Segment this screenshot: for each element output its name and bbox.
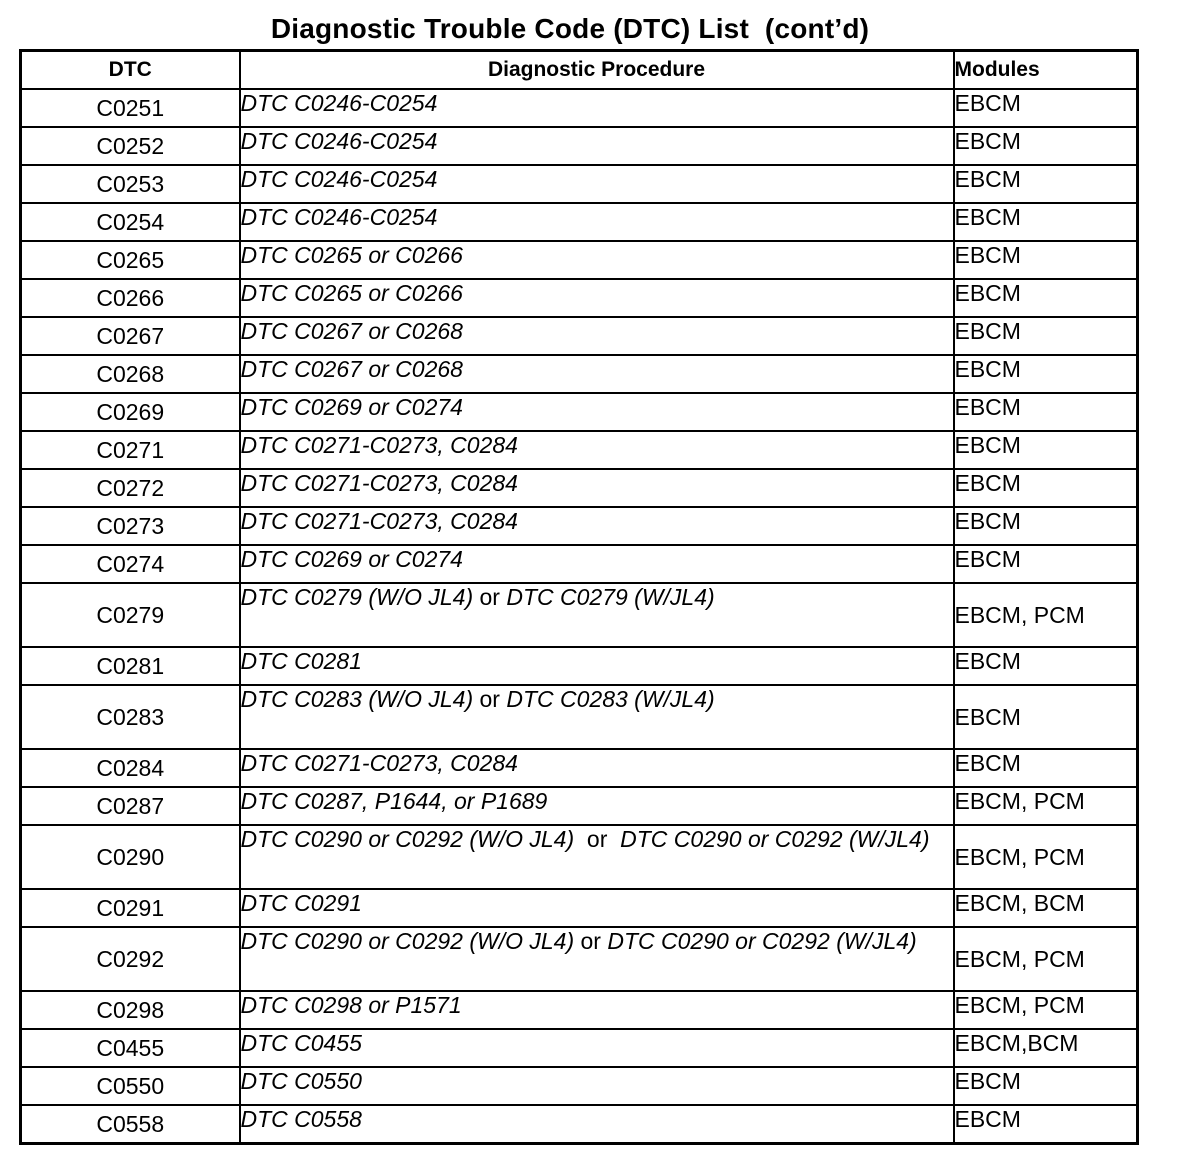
table-row	[21, 749, 1138, 787]
table-row	[21, 647, 1138, 685]
diagnostic-procedure	[240, 685, 954, 749]
header-diagnostic-procedure: Diagnostic Procedure	[240, 51, 954, 90]
modules: EBCM	[954, 279, 1138, 317]
procedure-reference: DTC C0298 or P1571	[240, 992, 462, 1018]
table-row	[21, 355, 1138, 393]
procedure-connector: or	[473, 584, 507, 610]
modules: EBCM	[954, 355, 1138, 393]
dtc-code: C0271	[21, 431, 240, 469]
dtc-code: C0284	[21, 749, 240, 787]
procedure-reference: DTC C0283 (W/O JL4)	[240, 686, 474, 712]
procedure-reference: DTC C0246-C0254	[240, 90, 438, 116]
table-row	[21, 889, 1138, 927]
diagnostic-procedure	[240, 927, 954, 991]
modules: EBCM, PCM	[954, 927, 1138, 991]
procedure-reference: DTC C0290 or C0292 (W/JL4)	[620, 826, 930, 852]
table-row	[21, 279, 1138, 317]
modules: EBCM, PCM	[954, 787, 1138, 825]
dtc-code: C0287	[21, 787, 240, 825]
procedure-reference: DTC C0279 (W/O JL4)	[240, 584, 474, 610]
diagnostic-procedure	[240, 317, 954, 355]
procedure-reference: DTC C0290 or C0292 (W/O JL4)	[240, 826, 575, 852]
dtc-code: C0558	[21, 1105, 240, 1144]
dtc-table	[19, 49, 1139, 1145]
modules: EBCM	[954, 431, 1138, 469]
table-row	[21, 165, 1138, 203]
modules: EBCM, BCM	[954, 889, 1138, 927]
dtc-code: C0455	[21, 1029, 240, 1067]
header-modules: Modules	[954, 51, 1138, 90]
dtc-code: C0265	[21, 241, 240, 279]
dtc-code: C0272	[21, 469, 240, 507]
dtc-code: C0274	[21, 545, 240, 583]
procedure-reference: DTC C0246-C0254	[240, 166, 438, 192]
table-row	[21, 1029, 1138, 1067]
procedure-reference: DTC C0265 or C0266	[240, 280, 463, 306]
dtc-code: C0279	[21, 583, 240, 647]
modules: EBCM	[954, 1067, 1138, 1105]
table-row	[21, 1105, 1138, 1144]
dtc-code: C0253	[21, 165, 240, 203]
table-row	[21, 507, 1138, 545]
table-header-row	[21, 51, 1138, 90]
dtc-code: C0273	[21, 507, 240, 545]
diagnostic-procedure	[240, 1105, 954, 1144]
dtc-code: C0281	[21, 647, 240, 685]
diagnostic-procedure	[240, 749, 954, 787]
procedure-reference: DTC C0281	[240, 648, 362, 674]
procedure-reference: DTC C0290 or C0292 (W/JL4)	[607, 928, 917, 954]
procedure-reference: DTC C0269 or C0274	[240, 394, 463, 420]
procedure-connector: or	[574, 928, 608, 954]
procedure-reference: DTC C0271-C0273, C0284	[240, 470, 518, 496]
diagnostic-procedure	[240, 545, 954, 583]
diagnostic-procedure	[240, 89, 954, 127]
table-row	[21, 127, 1138, 165]
diagnostic-procedure	[240, 279, 954, 317]
dtc-code: C0292	[21, 927, 240, 991]
diagnostic-procedure	[240, 991, 954, 1029]
modules: EBCM, PCM	[954, 991, 1138, 1029]
diagnostic-procedure	[240, 1067, 954, 1105]
diagnostic-procedure	[240, 583, 954, 647]
procedure-connector: or	[574, 826, 621, 852]
dtc-code: C0266	[21, 279, 240, 317]
procedure-reference: DTC C0246-C0254	[240, 204, 438, 230]
modules: EBCM	[954, 545, 1138, 583]
diagnostic-procedure	[240, 1029, 954, 1067]
table-body	[21, 89, 1138, 1144]
diagnostic-procedure	[240, 431, 954, 469]
table-row	[21, 825, 1138, 889]
modules: EBCM	[954, 469, 1138, 507]
procedure-connector: or	[473, 686, 507, 712]
procedure-reference: DTC C0287, P1644, or P1689	[240, 788, 548, 814]
procedure-reference: DTC C0291	[240, 890, 362, 916]
procedure-reference: DTC C0271-C0273, C0284	[240, 432, 518, 458]
modules: EBCM,BCM	[954, 1029, 1138, 1067]
procedure-reference: DTC C0279 (W/JL4)	[506, 584, 715, 610]
modules: EBCM	[954, 393, 1138, 431]
table-row	[21, 685, 1138, 749]
diagnostic-procedure	[240, 165, 954, 203]
diagnostic-procedure	[240, 507, 954, 545]
dtc-code: C0298	[21, 991, 240, 1029]
table-row	[21, 583, 1138, 647]
dtc-code: C0269	[21, 393, 240, 431]
diagnostic-procedure	[240, 203, 954, 241]
diagnostic-procedure	[240, 647, 954, 685]
table-row	[21, 431, 1138, 469]
table-row	[21, 1067, 1138, 1105]
dtc-code: C0251	[21, 89, 240, 127]
procedure-reference: DTC C0455	[240, 1030, 362, 1056]
dtc-code: C0283	[21, 685, 240, 749]
procedure-reference: DTC C0267 or C0268	[240, 318, 463, 344]
header-dtc: DTC	[21, 51, 240, 90]
modules: EBCM	[954, 203, 1138, 241]
table-row	[21, 787, 1138, 825]
diagnostic-procedure	[240, 355, 954, 393]
dtc-code: C0252	[21, 127, 240, 165]
modules: EBCM	[954, 749, 1138, 787]
modules: EBCM	[954, 317, 1138, 355]
table-row	[21, 203, 1138, 241]
procedure-reference: DTC C0269 or C0274	[240, 546, 463, 572]
dtc-code: C0290	[21, 825, 240, 889]
dtc-code: C0267	[21, 317, 240, 355]
dtc-code: C0268	[21, 355, 240, 393]
table-row	[21, 393, 1138, 431]
modules: EBCM	[954, 1105, 1138, 1144]
modules: EBCM	[954, 685, 1138, 749]
diagnostic-procedure	[240, 127, 954, 165]
table-row	[21, 545, 1138, 583]
modules: EBCM, PCM	[954, 583, 1138, 647]
dtc-code: C0254	[21, 203, 240, 241]
diagnostic-procedure	[240, 393, 954, 431]
page-title: Diagnostic Trouble Code (DTC) List (cont’d)	[270, 13, 870, 44]
diagnostic-procedure	[240, 889, 954, 927]
diagnostic-procedure	[240, 241, 954, 279]
diagnostic-procedure	[240, 787, 954, 825]
modules: EBCM	[954, 127, 1138, 165]
table-row	[21, 317, 1138, 355]
procedure-reference: DTC C0246-C0254	[240, 128, 438, 154]
modules: EBCM	[954, 89, 1138, 127]
procedure-reference: DTC C0265 or C0266	[240, 242, 463, 268]
dtc-code: C0291	[21, 889, 240, 927]
diagnostic-procedure	[240, 469, 954, 507]
procedure-reference: DTC C0558	[240, 1106, 362, 1132]
procedure-reference: DTC C0267 or C0268	[240, 356, 463, 382]
modules: EBCM	[954, 507, 1138, 545]
procedure-reference: DTC C0271-C0273, C0284	[240, 508, 518, 534]
table-row	[21, 927, 1138, 991]
modules: EBCM, PCM	[954, 825, 1138, 889]
table-row	[21, 241, 1138, 279]
procedure-reference: DTC C0271-C0273, C0284	[240, 750, 518, 776]
modules: EBCM	[954, 241, 1138, 279]
modules: EBCM	[954, 165, 1138, 203]
modules: EBCM	[954, 647, 1138, 685]
procedure-reference: DTC C0550	[240, 1068, 362, 1094]
table-row	[21, 89, 1138, 127]
procedure-reference: DTC C0283 (W/JL4)	[506, 686, 715, 712]
table-row	[21, 469, 1138, 507]
dtc-code: C0550	[21, 1067, 240, 1105]
table-row	[21, 991, 1138, 1029]
diagnostic-procedure	[240, 825, 954, 889]
procedure-reference: DTC C0290 or C0292 (W/O JL4)	[240, 928, 575, 954]
